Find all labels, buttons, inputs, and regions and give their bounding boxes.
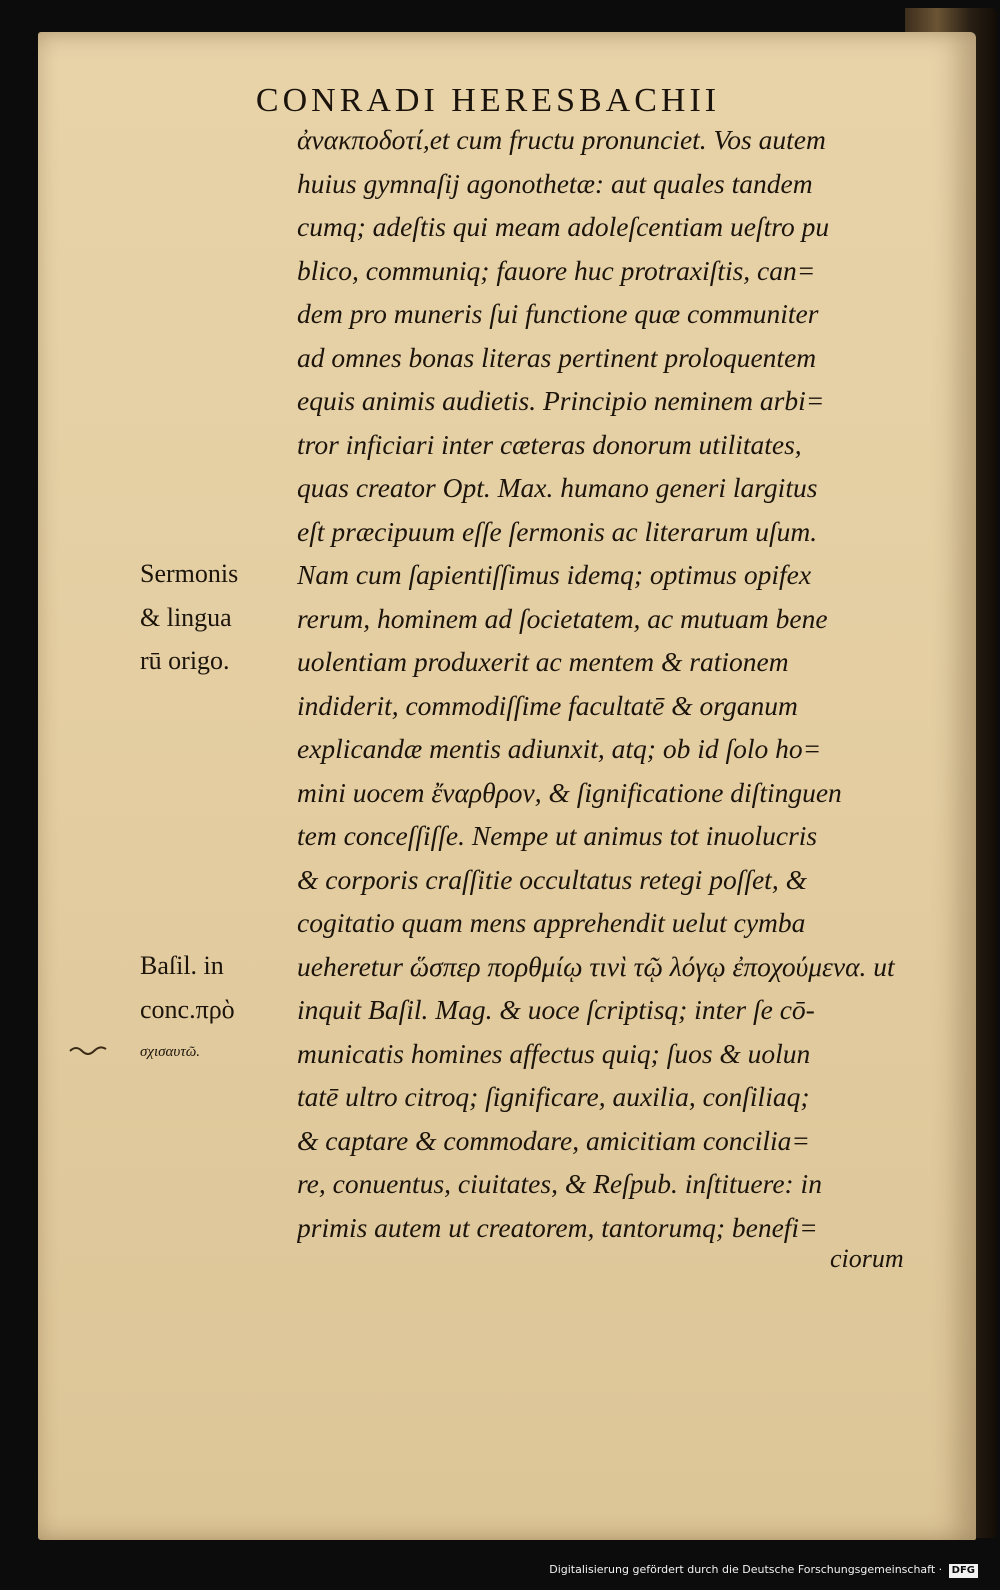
margin-note-basil <box>140 944 290 1075</box>
text-line: mini uocem ἔναρθρον, & ſignificatione diſtinguen <box>297 776 842 808</box>
margin-note-line: Sermonis <box>140 559 239 588</box>
margin-note-line: rū origo. <box>140 646 230 675</box>
margin-note-origin <box>140 552 290 683</box>
margin-note-line: conc.πρὸ <box>140 994 235 1024</box>
text-line: tem conceſſiſſe. Nempe ut animus tot inuolucris <box>297 820 818 851</box>
text-line: quas creator Opt. Max. humano generi largitus <box>297 472 818 503</box>
dfg-logo: DFG <box>949 1564 978 1578</box>
text-line: ueheretur ὥσπερ πορθμίῳ τινὶ τῷ λόγῳ ἐποχούμενα. ut <box>297 950 895 982</box>
text-line: Nam cum ſapientiſſimus idemq; optimus opifex <box>297 559 812 590</box>
text-line: & corporis craſſitie occultatus retegi poſſet, & <box>297 863 807 895</box>
text-line: uolentiam produxerit ac mentem & rationem <box>297 646 789 677</box>
margin-note-line: Baſil. in <box>140 951 224 980</box>
text-line: inquit Baſil. Mag. & uoce ſcriptisq; inter ſe cō- <box>297 994 815 1025</box>
text-line: blico, communiq; fauore huc protraxiſtis, can= <box>297 254 816 286</box>
running-title: CONRADI HERESBACHII <box>255 82 721 119</box>
text-line: primis autem ut creatorem, tantorumq; benefi= <box>297 1211 818 1243</box>
text-line: cumq; adeſtis qui meam adoleſcentiam ueſtro pu <box>297 211 830 242</box>
footer-credit: Digitalisierung gefördert durch die Deutsche Forschungsgemeinschaft · <box>549 1563 943 1576</box>
body-text <box>297 118 919 1249</box>
text-line: indiderit, commodiſſime facultatē & organum <box>297 689 798 721</box>
text-line: tror inficiari inter cæteras donorum utilitates, <box>297 428 802 460</box>
margin-note-line: & lingua <box>140 602 232 632</box>
text-line: ἀνακποδοτί,et cum fructu pronunciet. Vos autem <box>297 124 826 155</box>
text-line: huius gymnaſij agonothetæ: aut quales tandem <box>297 167 813 199</box>
catchword: ciorum <box>830 1244 904 1273</box>
text-line: rerum, hominem ad ſocietatem, ac mutuam bene <box>297 602 828 634</box>
margin-note-line: σχισαυτῶ. <box>140 1044 201 1060</box>
text-line: tatē ultro citroq; ſignificare, auxilia, conſiliaq; <box>297 1081 810 1112</box>
text-line: & captare & commodare, amicitiam concilia= <box>297 1124 810 1156</box>
text-line: equis animis audietis. Principio neminem arbi= <box>297 385 825 416</box>
text-line: re, conuentus, ciuitates, & Reſpub. inſtituere: in <box>297 1168 822 1199</box>
text-line: municatis homines affectus quiq; ſuos & uolun <box>297 1037 811 1069</box>
text-line: cogitatio quam mens apprehendit uelut cymba <box>297 907 806 938</box>
text-line: ad omnes bonas literas pertinent proloquentem <box>297 341 817 373</box>
text-line: eſt præcipuum eſſe ſermonis ac literarum uſum. <box>297 515 818 547</box>
text-line: explicandæ mentis adiunxit, atq; ob id ſolo ho= <box>297 733 822 764</box>
text-line: dem pro muneris ſui functione quæ communiter <box>297 298 819 329</box>
footer-credit-bar <box>0 1550 1000 1590</box>
ink-mark-icon <box>68 1043 108 1062</box>
